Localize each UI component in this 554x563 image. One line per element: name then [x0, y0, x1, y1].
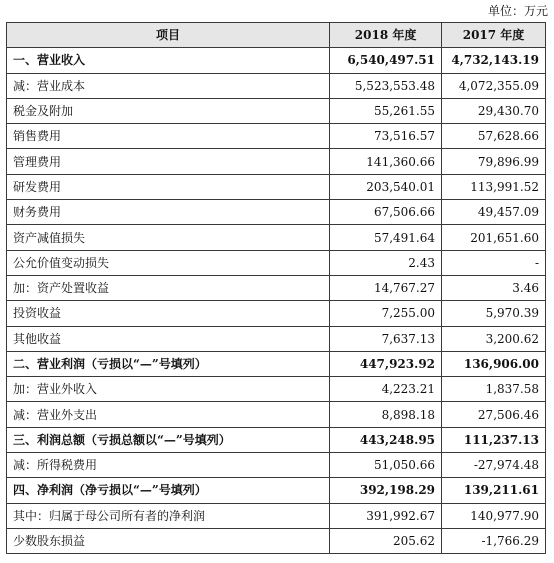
unit-label: 单位：万元	[487, 4, 548, 18]
row-value-2018: 391,992.67	[330, 503, 442, 528]
row-value-2017: 113,991.52	[442, 174, 546, 199]
table-row	[7, 124, 546, 149]
row-value-2017: 139,211.61	[442, 478, 546, 503]
row-value-2017: 136,906.00	[442, 351, 546, 376]
row-value-2018: 443,248.95	[330, 427, 442, 452]
row-item-label: 研发费用	[7, 174, 330, 199]
row-item-label: 减：营业外支出	[7, 402, 330, 427]
table-header-row	[7, 23, 546, 48]
row-value-2018: 14,767.27	[330, 275, 442, 300]
header-item: 项目	[7, 23, 330, 48]
table-row	[7, 174, 546, 199]
row-value-2017: 27,506.46	[442, 402, 546, 427]
row-value-2017: -1,766.29	[442, 528, 546, 553]
row-value-2017: 3.46	[442, 275, 546, 300]
row-item-label: 其中：归属于母公司所有者的净利润	[7, 503, 330, 528]
row-item-label: 投资收益	[7, 301, 330, 326]
row-item-label: 其他收益	[7, 326, 330, 351]
income-statement-table	[6, 22, 546, 554]
row-value-2017: -	[442, 250, 546, 275]
row-item-label: 资产减值损失	[7, 225, 330, 250]
row-item-label: 三、利润总额（亏损总额以“—”号填列）	[7, 427, 330, 452]
row-value-2017: 111,237.13	[442, 427, 546, 452]
row-value-2018: 67,506.66	[330, 200, 442, 225]
row-value-2018: 205.62	[330, 528, 442, 553]
row-value-2017: 79,896.99	[442, 149, 546, 174]
row-value-2017: 57,628.66	[442, 124, 546, 149]
row-value-2018: 203,540.01	[330, 174, 442, 199]
row-value-2018: 4,223.21	[330, 377, 442, 402]
table-row	[7, 73, 546, 98]
row-value-2018: 51,050.66	[330, 453, 442, 478]
row-value-2018: 141,360.66	[330, 149, 442, 174]
row-item-label: 加：营业外收入	[7, 377, 330, 402]
table-row	[7, 453, 546, 478]
row-value-2018: 392,198.29	[330, 478, 442, 503]
table-row	[7, 275, 546, 300]
header-2018: 2018 年度	[330, 23, 442, 48]
row-item-label: 减：所得税费用	[7, 453, 330, 478]
table-row	[7, 48, 546, 73]
table-row	[7, 326, 546, 351]
row-value-2017: 140,977.90	[442, 503, 546, 528]
row-value-2018: 7,637.13	[330, 326, 442, 351]
row-value-2018: 5,523,553.48	[330, 73, 442, 98]
row-item-label: 二、营业利润（亏损以“—”号填列）	[7, 351, 330, 376]
table-row	[7, 351, 546, 376]
header-2017: 2017 年度	[442, 23, 546, 48]
row-value-2018: 73,516.57	[330, 124, 442, 149]
row-item-label: 少数股东损益	[7, 528, 330, 553]
table-row	[7, 250, 546, 275]
row-value-2018: 8,898.18	[330, 402, 442, 427]
row-value-2017: 1,837.58	[442, 377, 546, 402]
row-value-2017: 3,200.62	[442, 326, 546, 351]
table-row	[7, 503, 546, 528]
row-item-label: 管理费用	[7, 149, 330, 174]
table-row	[7, 402, 546, 427]
table-row	[7, 301, 546, 326]
row-item-label: 税金及附加	[7, 98, 330, 123]
row-value-2018: 447,923.92	[330, 351, 442, 376]
row-item-label: 公允价值变动损失	[7, 250, 330, 275]
row-value-2017: -27,974.48	[442, 453, 546, 478]
table-row	[7, 427, 546, 452]
row-value-2017: 201,651.60	[442, 225, 546, 250]
row-item-label: 财务费用	[7, 200, 330, 225]
table-row	[7, 377, 546, 402]
row-value-2017: 5,970.39	[442, 301, 546, 326]
row-item-label: 销售费用	[7, 124, 330, 149]
row-item-label: 四、净利润（净亏损以“—”号填列）	[7, 478, 330, 503]
row-item-label: 一、营业收入	[7, 48, 330, 73]
row-item-label: 减：营业成本	[7, 73, 330, 98]
table-row	[7, 149, 546, 174]
table-row	[7, 528, 546, 553]
row-value-2017: 4,732,143.19	[442, 48, 546, 73]
row-value-2017: 4,072,355.09	[442, 73, 546, 98]
table-row	[7, 225, 546, 250]
row-value-2018: 55,261.55	[330, 98, 442, 123]
row-value-2017: 49,457.09	[442, 200, 546, 225]
row-value-2017: 29,430.70	[442, 98, 546, 123]
table-row	[7, 478, 546, 503]
table-row	[7, 98, 546, 123]
row-value-2018: 2.43	[330, 250, 442, 275]
row-value-2018: 6,540,497.51	[330, 48, 442, 73]
table-row	[7, 200, 546, 225]
row-value-2018: 57,491.64	[330, 225, 442, 250]
row-item-label: 加：资产处置收益	[7, 275, 330, 300]
row-value-2018: 7,255.00	[330, 301, 442, 326]
